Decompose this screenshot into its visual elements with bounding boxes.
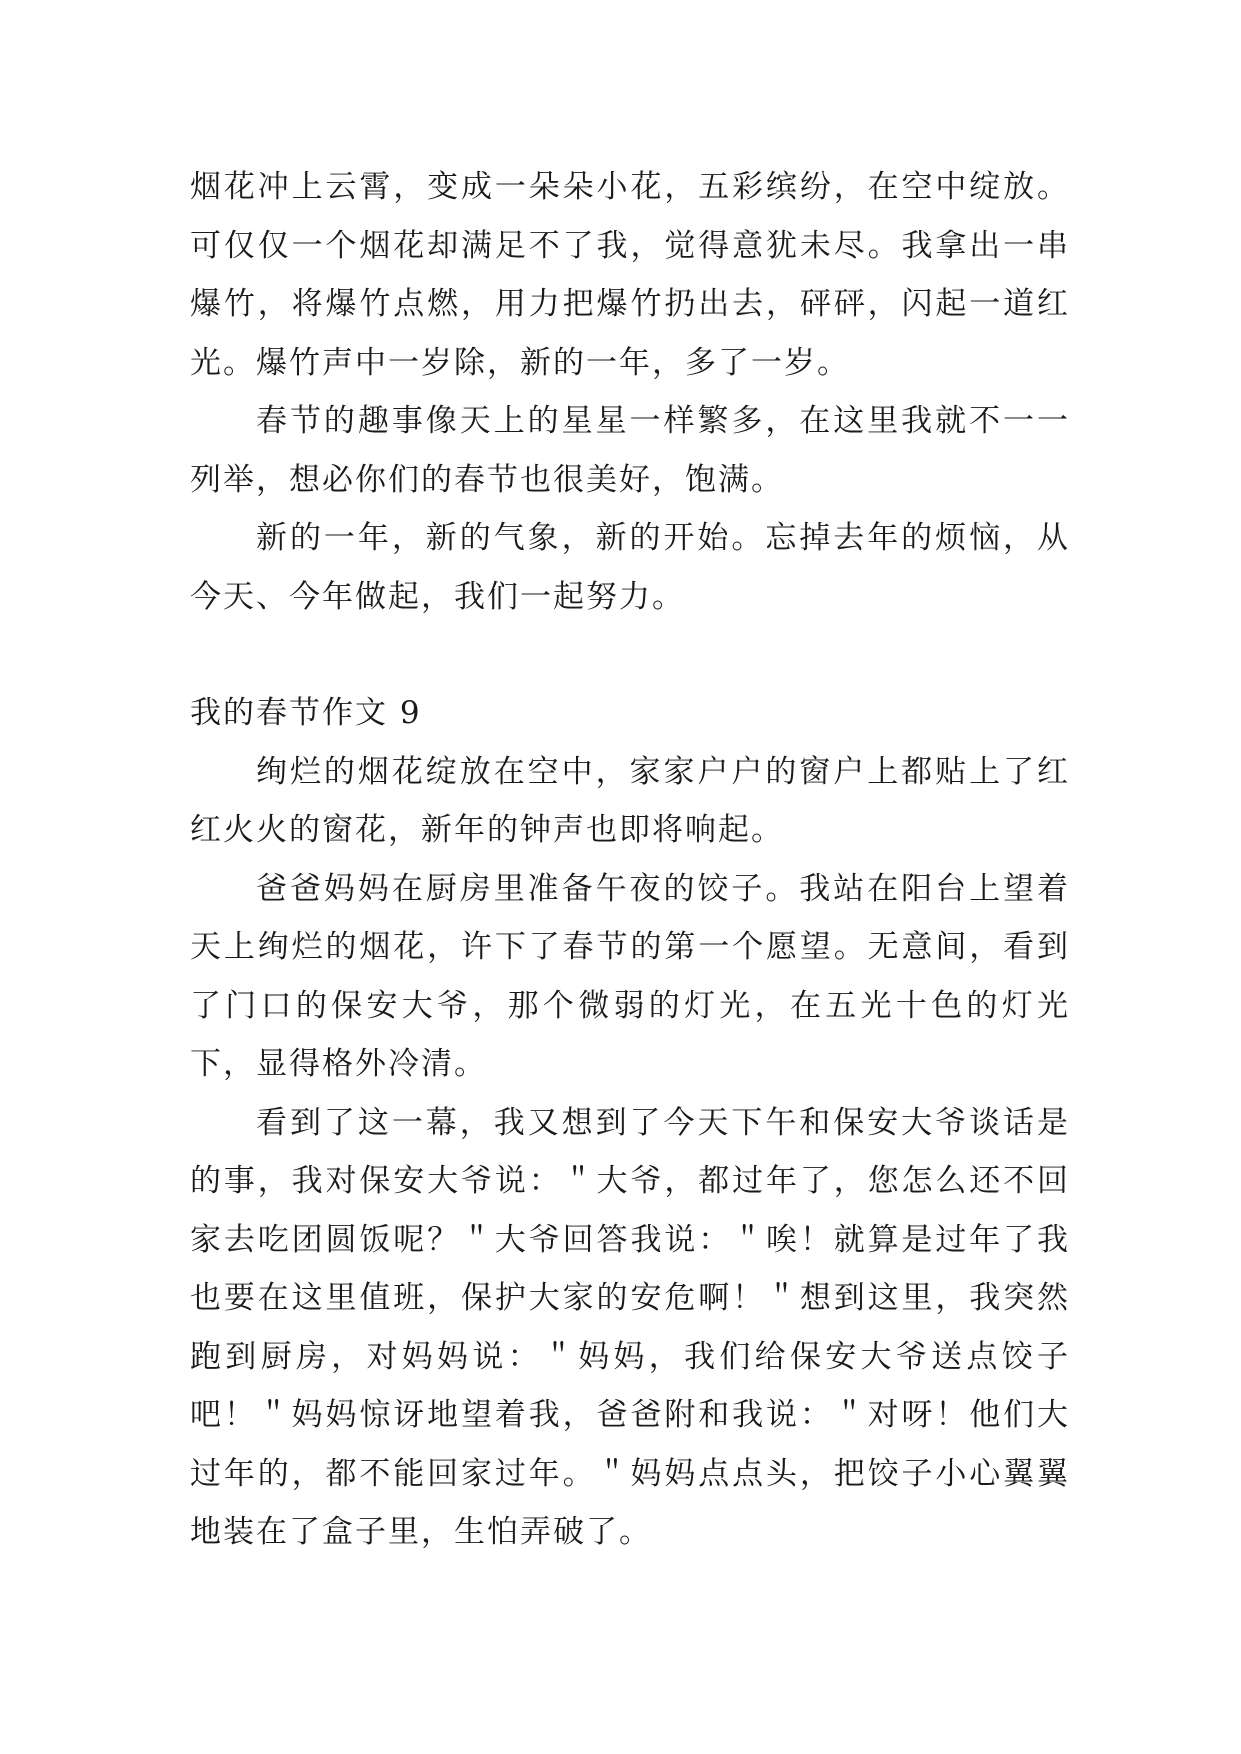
paragraph-new-year: 新的一年，新的气象，新的开始。忘掉去年的烦恼，从今天、今年做起，我们一起努力。 — [190, 520, 1070, 615]
paragraph-dumplings-wish: 爸爸妈妈在厨房里准备午夜的饺子。我站在阳台上望着天上绚烂的烟花，许下了春节的第一个愿望。无意间，看到了门口的保安大爷，那个微弱的灯光，在五光十色的灯光下，显得格外冷清。 — [190, 870, 1070, 1082]
paragraph-security-guard: 看到了这一幕，我又想到了今天下午和保安大爷谈话是的事，我对保安大爷说：＂大爷，都过年了，您怎么还不回家去吃团圆饭呢？＂大爷回答我说：＂唉！就算是过年了我也要在这里值班，保护大家的安危啊！＂想到这里，我突然跑到厨房，对妈妈说：＂妈妈，我们给保安大爷送点饺子吧！＂妈妈惊讶地望着我，爸爸附和我说：＂对呀！他们大过年的，都不能回家过年。＂妈妈点点头，把饺子小心翼翼地装在了盒子里，生怕弄破了。 — [190, 1104, 1070, 1550]
paragraph-fireworks: 烟花冲上云霄，变成一朵朵小花，五彩缤纷，在空中绽放。可仅仅一个烟花却满足不了我，觉得意犹未尽。我拿出一串爆竹，将爆竹点燃，用力把爆竹扔出去，砰砰，闪起一道红光。爆竹声中一岁除，新的一年，多了一岁。 — [190, 169, 1070, 381]
section-title: 我的春节作文 9 — [190, 695, 422, 731]
document-body — [190, 158, 1070, 1562]
paragraph-window-flowers: 绚烂的烟花绽放在空中，家家户户的窗户上都贴上了红红火火的窗花，新年的钟声也即将响起。 — [190, 753, 1070, 848]
paragraph-spring-festival-fun: 春节的趣事像天上的星星一样繁多，在这里我就不一一列举，想必你们的春节也很美好，饱满。 — [190, 403, 1070, 498]
